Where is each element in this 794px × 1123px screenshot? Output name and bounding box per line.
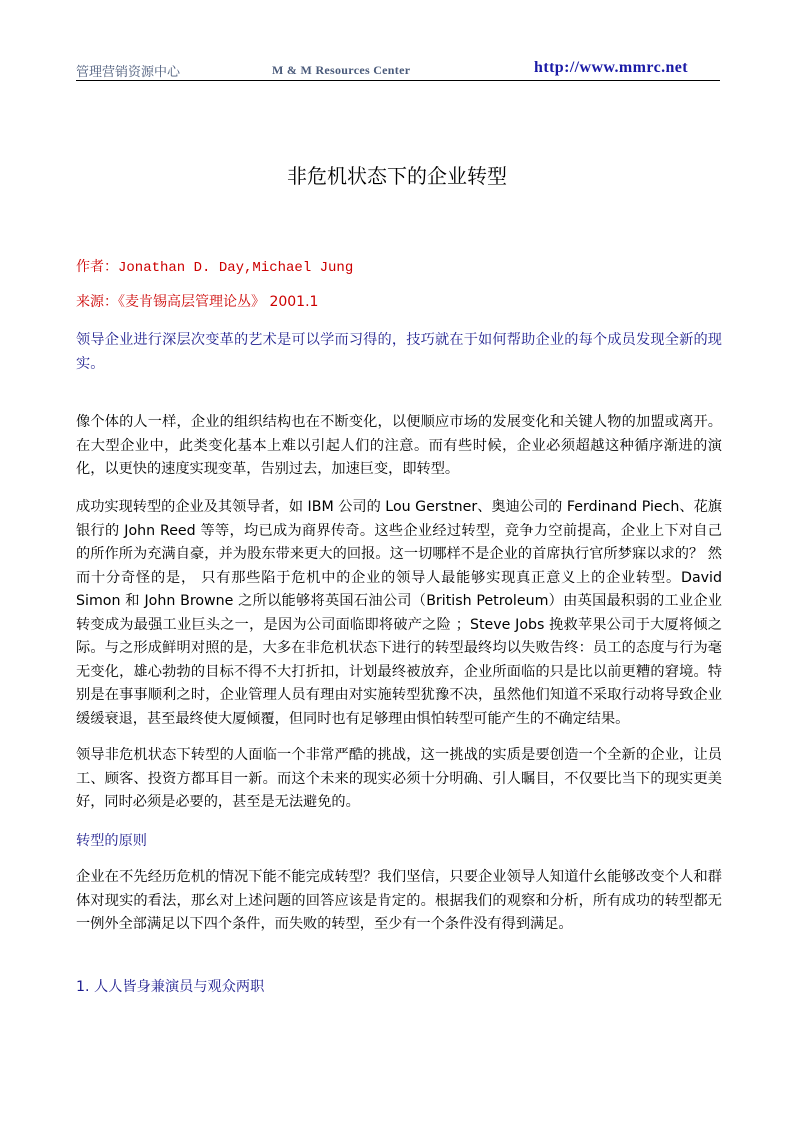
author-label: 作者： bbox=[76, 259, 118, 275]
header-org-name: 管理营销资源中心 bbox=[76, 64, 181, 79]
abstract-paragraph: 领导企业进行深层次变革的艺术是可以学而习得的，技巧就在于如何帮助企业的每个成员发现全新的现实。 bbox=[76, 332, 722, 372]
body-paragraph-4: 企业在不先经历危机的情况下能不能完成转型？我们坚信，只要企业领导人知道什幺能够改变个人和群体对现实的看法，那幺对上述问题的回答应该是肯定的。根据我们的观察和分析，所有成功的转型都无一例外全部满足以下四个条件，而失败的转型，至少有一个条件没有得到满足。 bbox=[76, 869, 722, 932]
header-website-link[interactable]: http://www.mmrc.net bbox=[534, 59, 688, 76]
section-heading-principles: 转型的原则 bbox=[76, 833, 147, 849]
page-header bbox=[76, 60, 720, 81]
body-paragraph-1: 像个体的人一样，企业的组织结构也在不断变化，以便顺应市场的发展变化和关键人物的加盟或离开。在大型企业中，此类变化基本上难以引起人们的注意。而有些时候，企业必须超越这种循序渐进的演化，以更快的速度实现变革，告别过去，加速巨变，即转型。 bbox=[76, 414, 722, 477]
body-paragraph-3: 领导非危机状态下转型的人面临一个非常严酷的挑战，这一挑战的实质是要创造一个全新的企业，让员工、顾客、投资方都耳目一新。而这个未来的现实必须十分明确、引人瞩目，不仅要比当下的现实更美好，同时必须是必要的，甚至是无法避免的。 bbox=[76, 747, 722, 810]
subsection-heading-1: 1. 人人皆身兼演员与观众两职 bbox=[76, 979, 265, 995]
article-title: 非危机状态下的企业转型 bbox=[287, 164, 507, 188]
source-value: 《麦肯锡高层管理论丛》 2001.1 bbox=[118, 294, 319, 310]
source-label: 来源： bbox=[76, 294, 118, 310]
author-value: Jonathan D. Day,Michael Jung bbox=[118, 260, 354, 276]
header-org-english: M & M Resources Center bbox=[272, 63, 411, 77]
body-paragraph-2: 成功实现转型的企业及其领导者，如 IBM 公司的 Lou Gerstner、奥迪公司的 Ferdinand Piech、花旗银行的 John Reed 等等，均已成为商界传奇。这些企业经过转型，竞争力空前提高，企业上下对自己的所作所为充满自豪，并为股东带来更大的回报。这一切哪样不是企业的首席执行官所梦寐以求的？ 然而十分奇怪的是， 只有那些陷于危机中的企业的领导人最能够实现真正意义上的企业转型。David Simon 和 John Browne 之所以能够将英国石油公司（British Petroleum）由英国最积弱的工业企业转变成为最强工业巨头之一，是因为公司面临即将破产之险 ；Steve Jobs 挽救苹果公司于大厦将倾之际。与之形成鲜明对照的是，大多在非危机状态下进行的转型最终均以失败告终：员工的态度与行为毫无变化，雄心勃勃的目标不得不大打折扣，计划最终被放弃，企业所面临的只是比以前更糟的窘境。特别是在事事顺利之时，企业管理人员有理由对实施转型犹豫不决，虽然他们知道不采取行动将导致企业缓缓衰退，甚至最终使大厦倾覆，但同时也有足够理由惧怕转型可能产生的不确定结果。 bbox=[76, 499, 722, 727]
author-line bbox=[76, 256, 353, 276]
source-line bbox=[76, 291, 318, 311]
